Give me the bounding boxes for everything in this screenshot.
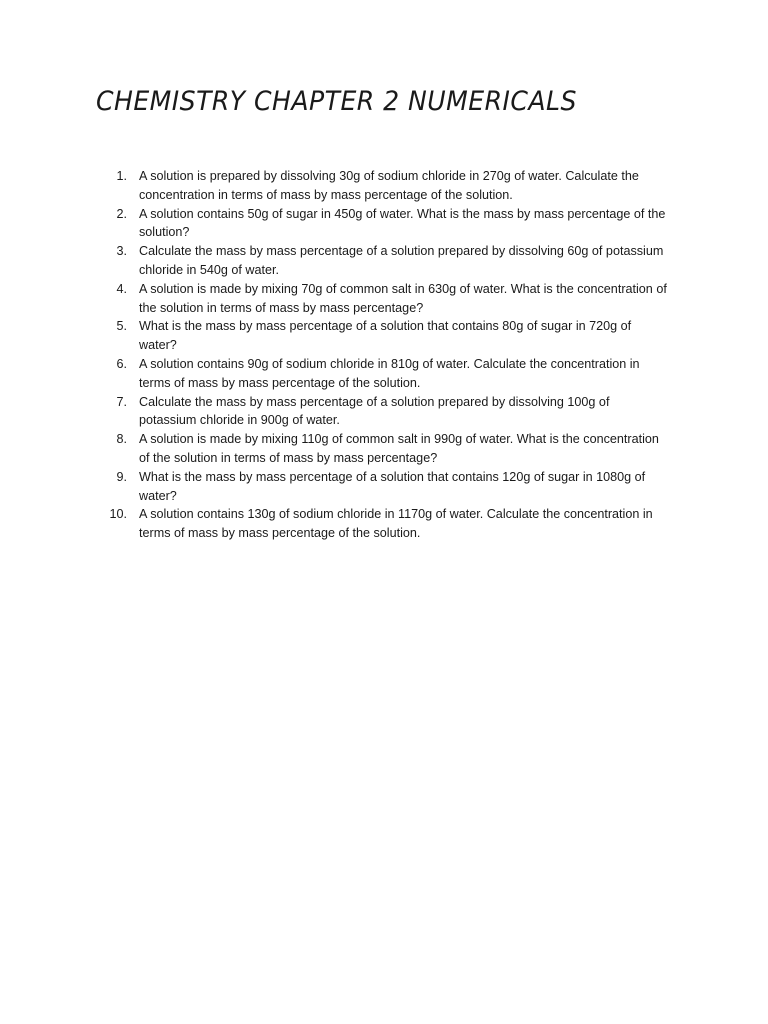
question-list <box>108 167 668 543</box>
question-item <box>108 505 668 543</box>
question-item <box>108 317 668 355</box>
question-text: A solution is made by mixing 110g of common salt in 990g of water. What is the concentration of the solution in terms of mass by mass percentage? <box>139 432 659 465</box>
question-text: A solution is made by mixing 70g of common salt in 630g of water. What is the concentration of the solution in terms of mass by mass percentage? <box>139 281 667 315</box>
question-number: 7. <box>116 394 127 409</box>
question-number: 4. <box>116 281 127 296</box>
question-number: 2. <box>116 206 127 221</box>
question-text: A solution contains 130g of sodium chloride in 1170g of water. Calculate the concentration in terms of mass by mass percentage of the solution. <box>139 507 653 541</box>
question-item <box>108 393 668 431</box>
question-item <box>108 167 668 205</box>
question-item <box>108 242 668 280</box>
question-text: What is the mass by mass percentage of a solution that contains 120g of sugar in 1080g of water? <box>139 469 646 503</box>
question-item <box>108 280 668 318</box>
question-number: 10. <box>109 507 127 522</box>
question-item <box>108 205 668 243</box>
question-text: A solution contains 50g of sugar in 450g of water. What is the mass by mass percentage of the solution? <box>139 206 666 240</box>
document-title: CHEMISTRY CHAPTER 2 NUMERICALS <box>96 86 577 117</box>
question-number: 1. <box>116 169 127 183</box>
question-number: 8. <box>116 432 127 447</box>
question-number: 6. <box>116 356 127 371</box>
question-number: 9. <box>116 469 127 484</box>
question-number: 3. <box>116 244 127 259</box>
question-text: A solution contains 90g of sodium chloride in 810g of water. Calculate the concentration in terms of mass by mass percentage of the solution. <box>139 356 640 390</box>
question-text: What is the mass by mass percentage of a solution that contains 80g of sugar in 720g of water? <box>139 319 632 353</box>
question-item <box>108 355 668 393</box>
question-text: Calculate the mass by mass percentage of a solution prepared by dissolving 60g of potassium chloride in 540g of water. <box>139 244 664 277</box>
question-item <box>108 468 668 506</box>
question-text: A solution is prepared by dissolving 30g of sodium chloride in 270g of water. Calculate the concentration in terms of mass by mass percentage of the solution. <box>139 169 639 202</box>
question-item <box>108 430 668 468</box>
question-text: Calculate the mass by mass percentage of a solution prepared by dissolving 100g of potassium chloride in 900g of water. <box>139 394 610 428</box>
question-number: 5. <box>116 319 127 334</box>
